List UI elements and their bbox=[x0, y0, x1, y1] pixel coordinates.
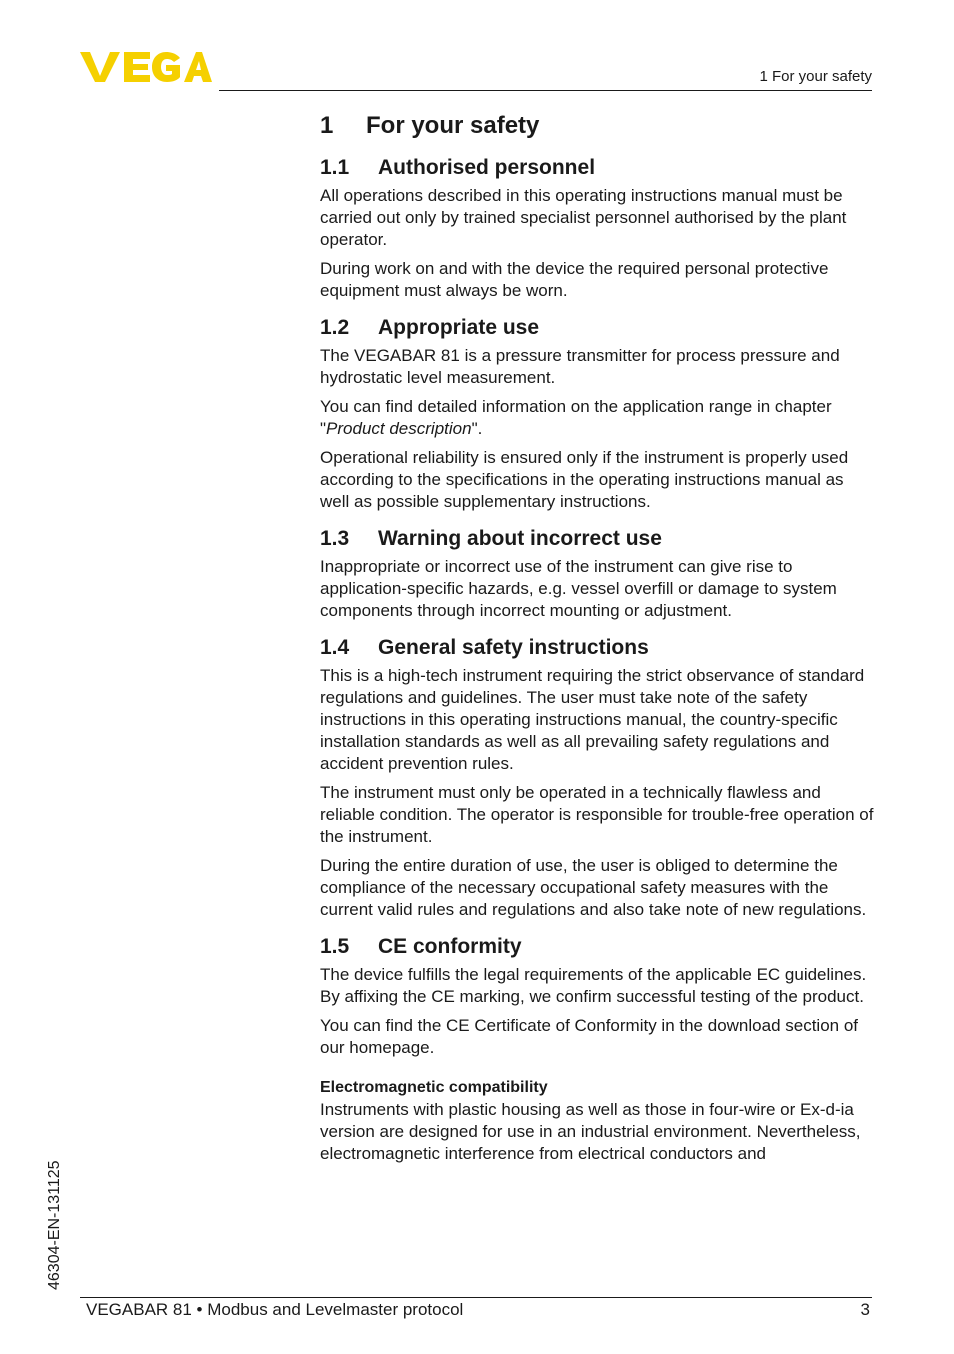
chapter-reference: Product description bbox=[326, 419, 472, 438]
running-header: 1 For your safety bbox=[759, 68, 872, 85]
section-ce-conformity bbox=[320, 935, 876, 1165]
chapter-title-text: For your safety bbox=[366, 112, 540, 139]
section-heading bbox=[320, 935, 876, 959]
paragraph: The VEGABAR 81 is a pressure transmitter for process pressure and hydrostatic level measurement. bbox=[320, 346, 840, 387]
footer-product-title: VEGABAR 81 • Modbus and Levelmaster protocol bbox=[86, 1300, 464, 1319]
main-content bbox=[320, 112, 876, 1179]
paragraph: During work on and with the device the required personal protective equipment must always be worn. bbox=[320, 259, 829, 300]
paragraph: You can find detailed information on the application range in chapter "Product description". bbox=[320, 397, 832, 438]
section-appropriate-use bbox=[320, 316, 876, 513]
section-title: General safety instructions bbox=[378, 636, 649, 659]
paragraph: The instrument must only be operated in a technically flawless and reliable condition. The operator is responsible for trouble-free operation of the instrument. bbox=[320, 783, 874, 846]
section-heading bbox=[320, 316, 876, 340]
paragraph: This is a high-tech instrument requiring the strict observance of standard regulations and guidelines. The user must take note of the safety instructions in this operating instructions manual, the country-specific installation standards as well as all prevailing safety regulations and accident prevention rules. bbox=[320, 666, 865, 773]
section-heading bbox=[320, 527, 876, 551]
section-general-safety bbox=[320, 636, 876, 921]
paragraph: All operations described in this operating instructions manual must be carried out only by trained specialist personnel authorised by the plant operator. bbox=[320, 186, 847, 249]
emc-paragraph: Instruments with plastic housing as well as those in four-wire or Ex-d-ia version are designed for use in an industrial environment. Nevertheless, electromagnetic interference from electrical conductors and bbox=[320, 1100, 861, 1163]
section-heading bbox=[320, 636, 876, 660]
paragraph: Operational reliability is ensured only if the instrument is properly used according to the specifications in the operating instructions manual as well as possible supplementary instructions. bbox=[320, 448, 849, 511]
document-code: 46304-EN-131125 bbox=[46, 1160, 63, 1290]
chapter-number: 1 bbox=[320, 112, 334, 139]
section-warning-incorrect-use bbox=[320, 527, 876, 622]
section-number: 1.2 bbox=[320, 316, 350, 339]
paragraph: You can find the CE Certificate of Conformity in the download section of our homepage. bbox=[320, 1016, 859, 1057]
section-number: 1.5 bbox=[320, 935, 350, 958]
section-title: Appropriate use bbox=[378, 316, 540, 339]
section-title: Authorised personnel bbox=[378, 156, 596, 179]
section-number: 1.3 bbox=[320, 527, 350, 550]
section-title: Warning about incorrect use bbox=[378, 527, 662, 550]
section-number: 1.4 bbox=[320, 636, 350, 659]
section-title: CE conformity bbox=[378, 935, 522, 958]
page-number: 3 bbox=[860, 1300, 870, 1319]
vega-logo bbox=[80, 50, 212, 84]
paragraph: The device fulfills the legal requirements of the applicable EC guidelines. By affixing the CE marking, we confirm successful testing of the product. bbox=[320, 965, 867, 1006]
footer-divider bbox=[80, 1297, 872, 1298]
chapter-title bbox=[320, 112, 876, 140]
paragraph: During the entire duration of use, the user is obliged to determine the compliance of the necessary occupational safety measures with the current valid rules and regulations and also take note of new regulations. bbox=[320, 856, 867, 919]
paragraph: Inappropriate or incorrect use of the instrument can give rise to application-specific hazards, e.g. vessel overfill or damage to system components through incorrect mounting or adjustment. bbox=[320, 557, 837, 620]
section-authorised-personnel bbox=[320, 156, 876, 302]
header-divider bbox=[219, 90, 872, 91]
emc-heading: Electromagnetic compatibility bbox=[320, 1079, 548, 1096]
section-heading bbox=[320, 156, 876, 180]
section-number: 1.1 bbox=[320, 156, 350, 179]
